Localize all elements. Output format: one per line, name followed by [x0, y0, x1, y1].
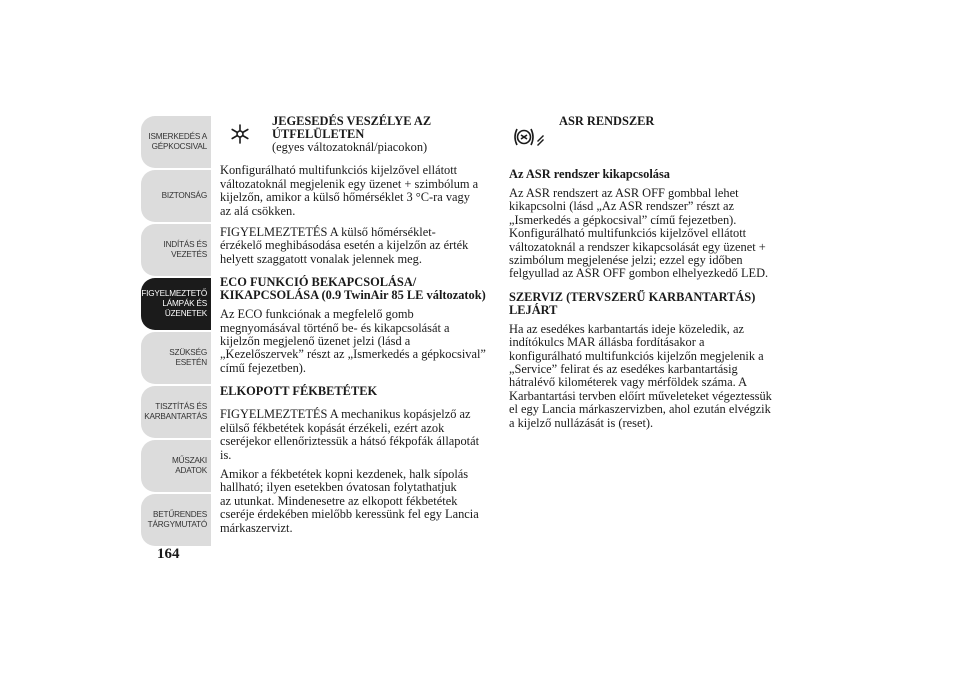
ice-subtitle: (egyes változatoknál/piacokon)	[272, 140, 428, 154]
asr-title: ASR RENDSZER	[559, 114, 655, 128]
eco-body: Az ECO funkciónak a megfelelő gomb megnyomásával történő be- és kikapcsolását a kijelzőn megjelenő üzenet jelzi (lásd a „Kezelőszervek” részt az „Ismerkedés a gépkocsival” című fejezetben).	[220, 307, 486, 375]
service-title: SZERVIZ (TERVSZERŰ KARBANTARTÁS) LEJÁRT	[509, 289, 756, 317]
tab-tisztitas[interactable]: TISZTÍTÁS ÉS KARBANTARTÁS	[141, 386, 211, 438]
tab-muszaki[interactable]: MŰSZAKI ADATOK	[141, 440, 211, 492]
right-column	[509, 115, 789, 430]
page-number: 164	[157, 546, 180, 562]
brake-body: FIGYELMEZTETÉS A mechanikus kopásjelző az elülső fékbetétek kopását érzékeli, ezért azok cseréjekor ellenőriztessük a hátsó fékpofák állapotát is.	[220, 407, 480, 462]
tab-figyelmezteto[interactable]: FIGYELMEZTETŐ LÁMPÁK ÉS ÜZENETEK	[141, 278, 211, 330]
tab-szukseg[interactable]: SZÜKSÉG ESETÉN	[141, 332, 211, 384]
tab-inditas[interactable]: INDÍTÁS ÉS VEZETÉS	[141, 224, 211, 276]
chapter-tabs	[141, 116, 211, 548]
brake-body-2: Amikor a fékbetétek kopni kezdenek, halk sípolás hallható; ilyen esetekben óvatosan folytathatjuk az utunkat. Mindenesetre az elkopott fékbetétek cseréje érdekében mielőbb keressünk fel egy Lancia márkaszervizt.	[220, 466, 479, 535]
ice-title: JEGESEDÉS VESZÉLYE AZ ÚTFELÜLETEN	[272, 114, 432, 141]
left-column	[220, 115, 490, 535]
sensor-warning: FIGYELMEZTETÉS A külső hőmérséklet- érzékelő meghibásodása esetén a kijelzőn az érték helyett szaggatott vonalak jelennek meg.	[220, 225, 469, 266]
asr-off-title: Az ASR rendszer kikapcsolása	[509, 167, 670, 181]
tab-ismerkedes[interactable]: ISMERKEDÉS A GÉPKOCSIVAL	[141, 116, 211, 168]
service-body: Ha az esedékes karbantartás ideje közeledik, az indítókulcs MAR állásba fordításakor a konfigurálható multifunkciós kijelzőn megjelenik a „Service” felirat és az esedékes karbantartásig hátralévő kilométerek vagy mérföldek száma. A Karbantartási tervben előírt műveleteket végeztessük el egy Lancia márkaszervizben, ahol ezután elvégzik a kijelző nullázását is (reset).	[509, 321, 772, 430]
asr-body: Az ASR rendszert az ASR OFF gombbal lehet kikapcsolni (lásd „Az ASR rendszer” részt az „Ismerkedés a gépkocsival” című fejezetben). Konfigurálható multifunkciós kijelzővel ellátott változatoknál a rendszer kikapcsolását egy üzenet + szimbólum megjelenése jelzi; ezzel egy időben felgyullad az ASR OFF gombon elhelyezkedő LED.	[509, 186, 769, 281]
eco-title: ECO FUNKCIÓ BEKAPCSOLÁSA/ KIKAPCSOLÁSA (0.9 TwinAir 85 LE változatok)	[220, 275, 486, 303]
tab-betrendes[interactable]: BETŰRENDES TÁRGYMUTATÓ	[141, 494, 211, 546]
brake-title: ELKOPOTT FÉKBETÉTEK	[220, 384, 378, 399]
ice-body: Konfigurálható multifunkciós kijelzővel ellátott változatoknál megjelenik egy üzenet + szimbólum a kijelzőn, amikor a külső hőmérséklet 3 °C-ra vagy az alá csökken.	[220, 163, 479, 218]
tab-biztonsag[interactable]: BIZTONSÁG	[141, 170, 211, 222]
